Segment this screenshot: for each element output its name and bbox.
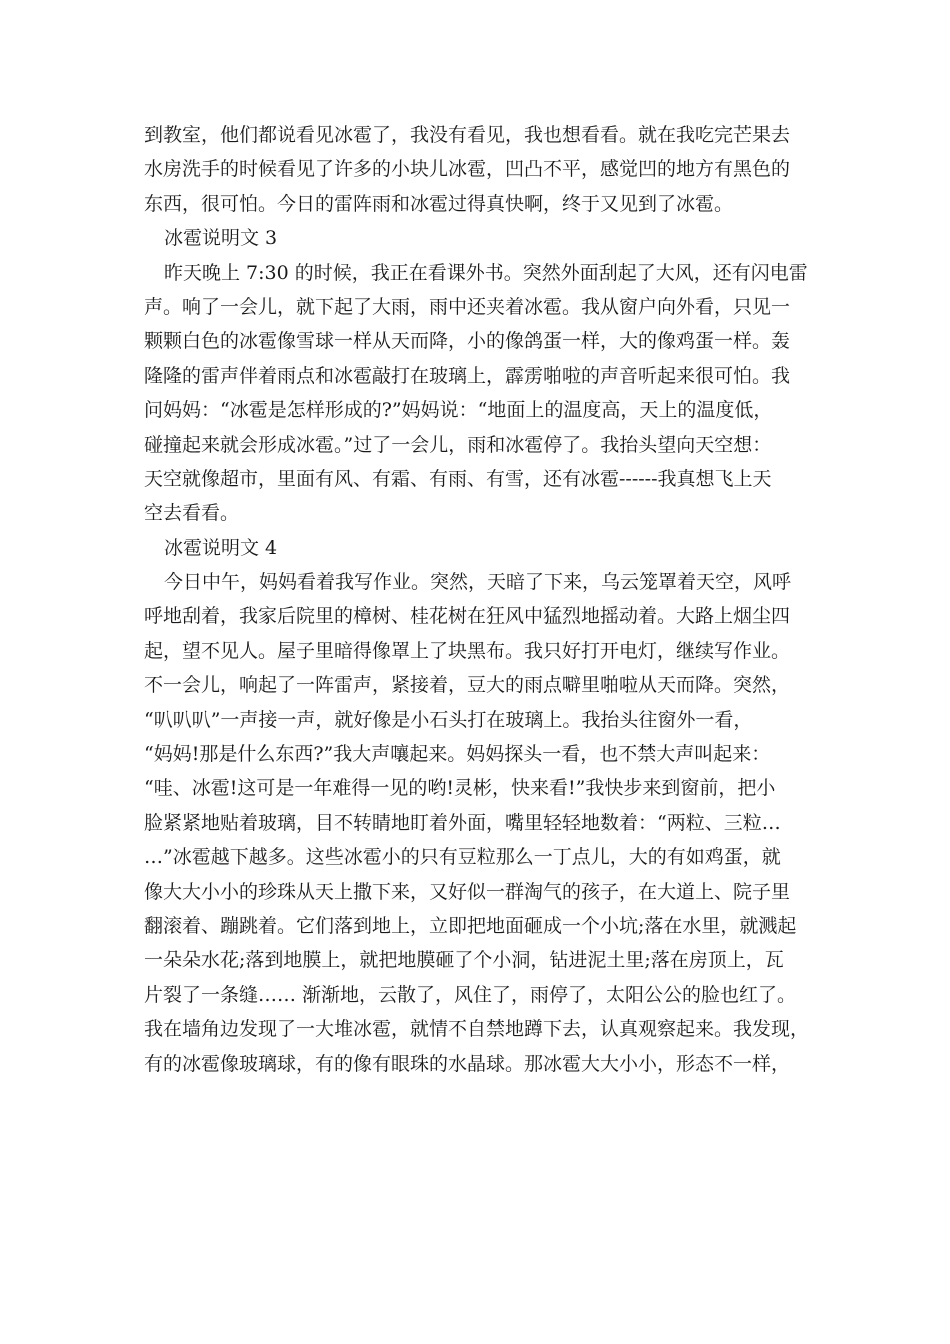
text-line: 今日中午，妈妈看着我写作业。突然，天暗了下来，乌云笼罩着天空，风呼 — [164, 571, 792, 594]
text-line: “叭叭叭”一声接一声，就好像是小石头打在玻璃上。我抬头往窗外一看， — [144, 708, 753, 731]
text-line: “妈妈!那是什么东西?”我大声嚷起来。妈妈探头一看，也不禁大声叫起来： — [144, 743, 771, 766]
text-line: 片裂了一条缝…… 渐渐地，云散了，风住了，雨停了，太阳公公的脸也红了。 — [144, 983, 797, 1006]
text-line: 到教室，他们都说看见冰雹了，我没有看见，我也想看看。就在我吃完芒果去 — [144, 124, 791, 146]
text-line: 水房洗手的时候看见了许多的小块儿冰雹，凹凸不平，感觉凹的地方有黑色的 — [144, 158, 791, 181]
text-line: 天空就像超市，里面有风、有霜、有雨、有雪，还有冰雹------我真想飞上天 — [144, 467, 772, 490]
text-line: 问妈妈：“冰雹是怎样形成的?”妈妈说：“地面上的温度高，天上的温度低， — [144, 399, 773, 422]
section-heading-4: 冰雹说明文 4 — [164, 536, 278, 559]
text-line: 东西，很可怕。今日的雷阵雨和冰雹过得真快啊，终于又见到了冰雹。 — [144, 192, 734, 215]
text-line: 脸紧紧地贴着玻璃，目不转睛地盯着外面，嘴里轻轻地数着：“两粒、三粒… — [144, 811, 781, 834]
text-line: 颗颗白色的冰雹像雪球一样从天而降，小的像鸽蛋一样，大的像鸡蛋一样。轰 — [144, 330, 791, 353]
document-body — [144, 118, 809, 1081]
text-line: 像大大小小的珍珠从天上撒下来，又好似一群淘气的孩子，在大道上、院子里 — [144, 880, 791, 903]
text-line: 昨天晚上 7:30 的时候，我正在看课外书。突然外面刮起了大风，还有闪电雷 — [164, 261, 808, 284]
text-line: 声。响了一会儿，就下起了大雨，雨中还夹着冰雹。我从窗户向外看，只见一 — [144, 295, 791, 318]
text-line: 一朵朵水花;落到地膜上，就把地膜砸了个小洞，钻进泥土里;落在房顶上，瓦 — [144, 949, 784, 972]
text-line: 不一会儿，响起了一阵雷声，紧接着，豆大的雨点噼里啪啦从天而降。突然， — [144, 674, 791, 697]
text-line: 翻滚着、蹦跳着。它们落到地上，立即把地面砸成一个小坑;落在水里，就溅起 — [144, 914, 797, 937]
text-line: 有的冰雹像玻璃球，有的像有眼珠的水晶球。那冰雹大大小小，形态不一样， — [144, 1052, 791, 1075]
text-line: 隆隆的雷声伴着雨点和冰雹敲打在玻璃上，霹雳啪啦的声音听起来很可怕。我 — [144, 364, 791, 387]
text-line: …”冰雹越下越多。这些冰雹小的只有豆粒那么一丁点儿，大的有如鸡蛋，就 — [144, 846, 781, 869]
text-line: 空去看看。 — [144, 502, 240, 525]
text-line: 我在墙角边发现了一大堆冰雹，就情不自禁地蹲下去，认真观察起来。我发现， — [144, 1018, 810, 1041]
text-line: 起，望不见人。屋子里暗得像罩上了块黑布。我只好打开电灯，继续写作业。 — [144, 639, 791, 662]
section-heading-3: 冰雹说明文 3 — [164, 227, 278, 250]
text-line: 呼地刮着，我家后院里的樟树、桂花树在狂风中猛烈地摇动着。大路上烟尘四 — [144, 605, 791, 628]
text-line: “哇、冰雹!这可是一年难得一见的哟!灵彬，快来看!”我快步来到窗前，把小 — [144, 777, 776, 800]
text-line: 碰撞起来就会形成冰雹。”过了一会儿，雨和冰雹停了。我抬头望向天空想： — [144, 433, 772, 456]
